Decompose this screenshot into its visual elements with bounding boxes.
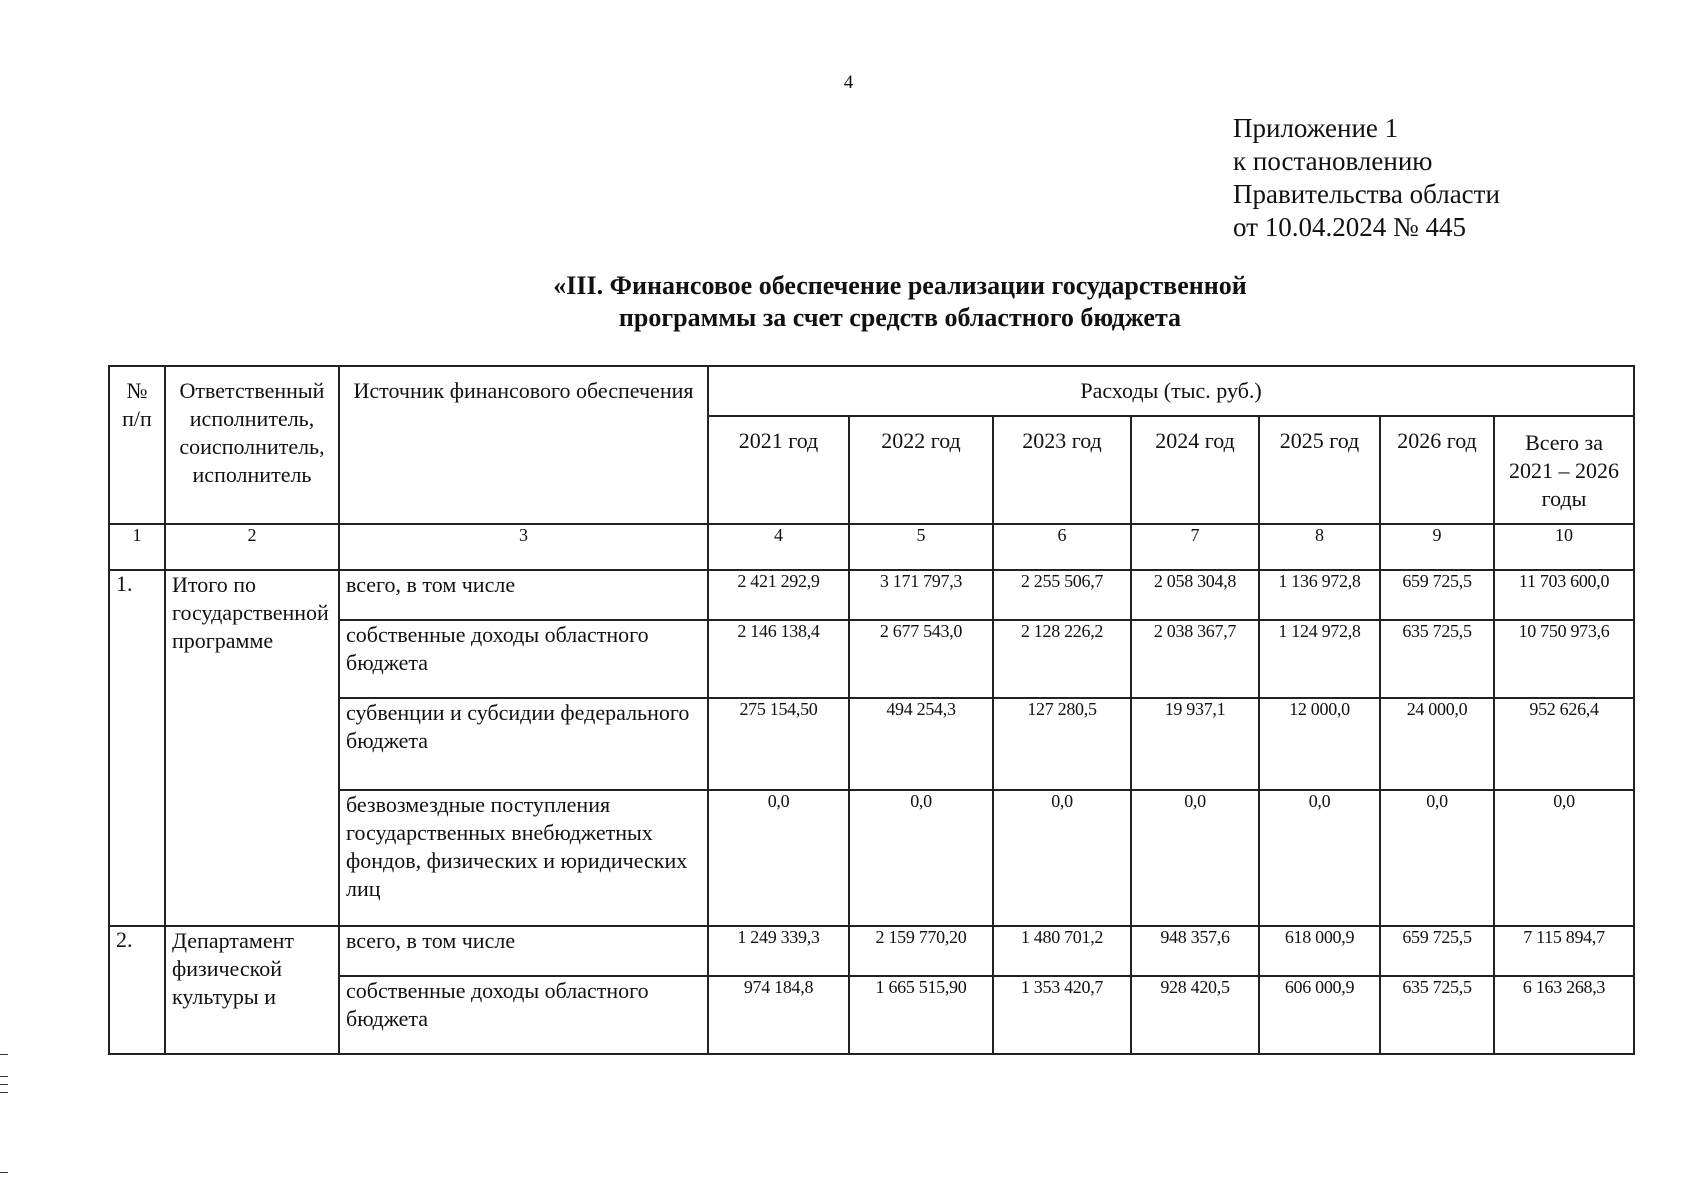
column-number: 5: [849, 524, 993, 570]
value-cell: 2 128 226,2: [993, 620, 1131, 698]
column-number: 3: [339, 524, 708, 570]
column-number: 9: [1380, 524, 1494, 570]
value-cell: 2 421 292,9: [708, 570, 849, 620]
value-cell: 0,0: [708, 790, 849, 926]
value-cell: 24 000,0: [1380, 698, 1494, 790]
value-cell: 618 000,9: [1259, 926, 1380, 976]
value-cell: 494 254,3: [849, 698, 993, 790]
value-cell: 19 937,1: [1131, 698, 1259, 790]
value-cell: 2 677 543,0: [849, 620, 993, 698]
executor-cell: Итого по государственной программе: [165, 570, 339, 926]
value-cell: 2 038 367,7: [1131, 620, 1259, 698]
value-cell: 0,0: [1259, 790, 1380, 926]
header-num: № п/п: [109, 366, 165, 524]
value-cell: 0,0: [1380, 790, 1494, 926]
header-year: 2022 год: [849, 416, 993, 524]
value-cell: 2 058 304,8: [1131, 570, 1259, 620]
value-cell: 7 115 894,7: [1494, 926, 1634, 976]
appendix-line: Правительства области: [1233, 179, 1500, 209]
value-cell: 0,0: [1494, 790, 1634, 926]
value-cell: 10 750 973,6: [1494, 620, 1634, 698]
value-cell: 0,0: [849, 790, 993, 926]
column-number: 8: [1259, 524, 1380, 570]
value-cell: 974 184,8: [708, 976, 849, 1054]
column-number: 4: [708, 524, 849, 570]
header-executor: Ответственный исполнитель, соисполнитель, исполнитель: [165, 366, 339, 524]
column-number-row: [109, 524, 1634, 570]
value-cell: 659 725,5: [1380, 926, 1494, 976]
table-row: [109, 926, 1634, 976]
value-cell: 1 124 972,8: [1259, 620, 1380, 698]
header-year: 2026 год: [1380, 416, 1494, 524]
header-year: 2021 год: [708, 416, 849, 524]
executor-cell: Департамент физической культуры и: [165, 926, 339, 1054]
title-line: «III. Финансовое обеспечение реализации государственной: [553, 271, 1247, 300]
scan-margin-mark: [0, 1172, 8, 1173]
value-cell: 635 725,5: [1380, 976, 1494, 1054]
row-number: 2.: [109, 926, 165, 1054]
value-cell: 6 163 268,3: [1494, 976, 1634, 1054]
column-number: 7: [1131, 524, 1259, 570]
financing-table: [108, 365, 1635, 1055]
source-cell: собственные доходы областного бюджета: [339, 976, 708, 1054]
table-row: [109, 570, 1634, 620]
header-year: 2023 год: [993, 416, 1131, 524]
appendix-line: к постановлению: [1233, 146, 1433, 176]
value-cell: 948 357,6: [1131, 926, 1259, 976]
header-total: Всего за 2021 – 2026 годы: [1494, 416, 1634, 524]
value-cell: 2 255 506,7: [993, 570, 1131, 620]
value-cell: 12 000,0: [1259, 698, 1380, 790]
value-cell: 1 353 420,7: [993, 976, 1131, 1054]
value-cell: 1 249 339,3: [708, 926, 849, 976]
value-cell: 0,0: [1131, 790, 1259, 926]
value-cell: 606 000,9: [1259, 976, 1380, 1054]
page-number: 4: [843, 72, 854, 93]
value-cell: 3 171 797,3: [849, 570, 993, 620]
source-cell: всего, в том числе: [339, 570, 708, 620]
value-cell: 1 136 972,8: [1259, 570, 1380, 620]
value-cell: 127 280,5: [993, 698, 1131, 790]
value-cell: 2 146 138,4: [708, 620, 849, 698]
column-number: 6: [993, 524, 1131, 570]
value-cell: 1 665 515,90: [849, 976, 993, 1054]
scan-margin-mark: [0, 1084, 8, 1085]
source-cell: всего, в том числе: [339, 926, 708, 976]
scan-margin-mark: [0, 1076, 8, 1077]
value-cell: 11 703 600,0: [1494, 570, 1634, 620]
column-number: 2: [165, 524, 339, 570]
value-cell: 952 626,4: [1494, 698, 1634, 790]
appendix-line: Приложение 1: [1233, 113, 1399, 143]
source-cell: субвенции и субсидии федерального бюджета: [339, 698, 708, 790]
header-source: Источник финансового обеспечения: [339, 366, 708, 524]
title-line: программы за счет средств областного бюджета: [618, 303, 1182, 332]
header-year: 2024 год: [1131, 416, 1259, 524]
document-title: [250, 270, 1550, 334]
column-number: 10: [1494, 524, 1634, 570]
value-cell: 1 480 701,2: [993, 926, 1131, 976]
header-expenses: Расходы (тыс. руб.): [708, 366, 1634, 416]
scan-margin-mark: [0, 1092, 8, 1093]
value-cell: 275 154,50: [708, 698, 849, 790]
source-cell: собственные доходы областного бюджета: [339, 620, 708, 698]
value-cell: 635 725,5: [1380, 620, 1494, 698]
value-cell: 928 420,5: [1131, 976, 1259, 1054]
value-cell: 2 159 770,20: [849, 926, 993, 976]
row-number: 1.: [109, 570, 165, 926]
appendix-line: от 10.04.2024 № 445: [1233, 212, 1466, 242]
value-cell: 659 725,5: [1380, 570, 1494, 620]
column-number: 1: [109, 524, 165, 570]
appendix-block: [1233, 112, 1500, 244]
source-cell: безвозмездные поступления государственных внебюджетных фондов, физических и юридических лиц: [339, 790, 708, 926]
scan-margin-mark: [0, 1054, 8, 1055]
header-year: 2025 год: [1259, 416, 1380, 524]
value-cell: 0,0: [993, 790, 1131, 926]
